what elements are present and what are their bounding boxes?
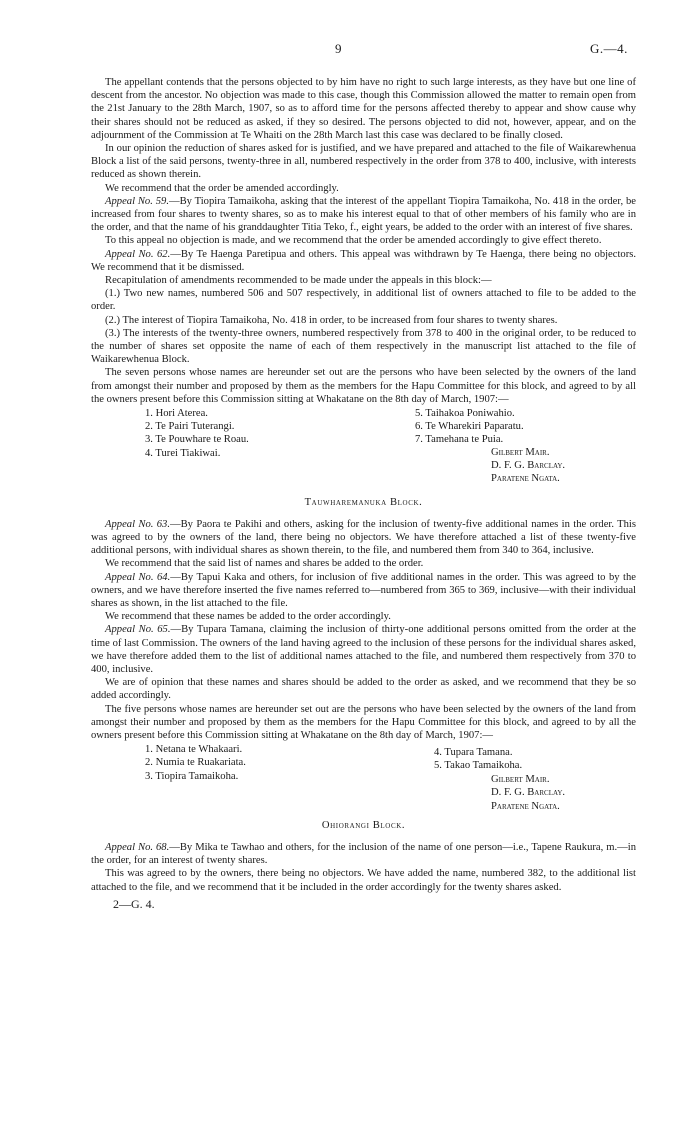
appeal-label: Appeal No. 62.	[105, 248, 171, 260]
committee-names	[91, 743, 636, 783]
committee-names	[91, 407, 636, 460]
committee-member: 5. Taihakoa Poniwahio.	[415, 408, 515, 420]
names-left-column	[145, 407, 249, 460]
printer-signature-mark: 2—G. 4.	[113, 896, 155, 911]
document-body	[91, 76, 636, 911]
paragraph: To this appeal no objection is made, and we recommend that the order be amended accordingly to give effect thereto.	[105, 235, 602, 247]
paragraph: The appellant contends that the persons objected to by him have no right to such large interests, as they have but one line of descent from the ancestor. No objection was made to this case, though this Commission allowed the matter to remain open from the 21st January to the 28th March, 1907, so as to afford time for the persons affected thereby to appear and show cause why their shares should not be reduced as asked, if they so desired. The persons objected to did not, however, appear, and on the adjournment of the Commission at Te Whaiti on the 28th March last this case was declared to be finally closed.	[91, 77, 636, 141]
section-heading: Tauwharemanuka Block.	[304, 496, 423, 508]
signatory: D. F. G. Barclay.	[491, 787, 566, 799]
paragraph: (3.) The interests of the twenty-three owners, numbered respectively from 378 to 400 in the original order, to be reduced to the number of shares set opposite the name of each of them respectively in the manuscript list attached to the file of Waikarewhenua Block.	[91, 327, 636, 366]
paragraph: In our opinion the reduction of shares asked for is justified, and we have prepared and attached to the file of Waikarewhenua Block a list of the said persons, twenty-three in all, numbered respectively in the order from 378 to 400, inclusive, with interests reduced as shown therein.	[91, 143, 636, 181]
appeal-label: Appeal No. 63.	[105, 518, 170, 530]
appeal-paragraph: Appeal No. 59.—By Tiopira Tamaikoha, asking that the interest of the appellant Tiopira Tamaikoha, No. 418 in the order, be increased from four shares to twenty shares, so as to make his interest equal to that of other members of his family who are in the order, and that the name of his granddaughter Titia Teko, f., eight years, be added to the order with an interest of five shares.	[91, 195, 636, 234]
committee-member: 1. Netana te Whakaari.	[145, 744, 243, 756]
committee-member: 3. Te Pouwhare te Roau.	[145, 434, 249, 446]
appeal-label: Appeal No. 59.	[105, 195, 169, 207]
document-reference: G.—4.	[590, 41, 628, 56]
committee-member: 6. Te Wharekiri Paparatu.	[415, 421, 524, 433]
committee-member: 2. Te Pairi Tuterangi.	[145, 421, 235, 433]
signatory: Gilbert Mair.	[491, 774, 550, 786]
appeal-label: Appeal No. 65.	[105, 624, 171, 636]
committee-member: 5. Takao Tamaikoha.	[434, 760, 523, 772]
names-right-column	[434, 746, 522, 772]
signatory: D. F. G. Barclay.	[491, 460, 566, 472]
appeal-paragraph: Appeal No. 64.—By Tapui Kaka and others, for inclusion of five additional names in the order. This was agreed to by the owners, and we have therefore inserted the five names referred to—numbered from 365 to 369, inclusive—with their individual shares as shown, in the list attached to the file.	[91, 571, 636, 610]
paragraph: (1.) Two new names, numbered 506 and 507 respectively, in additional list of owners attached to file to be added to the order.	[91, 288, 636, 313]
committee-member: 4. Tupara Tamana.	[434, 747, 513, 759]
paragraph: We are of opinion that these names and shares should be added to the order as asked, and we recommend that they be so added accordingly.	[91, 677, 636, 702]
paragraph: This was agreed to by the owners, there being no objectors. We have added the name, numbered 382, to the additional list attached to the file, and we recommend that it be included in the order accordingly for the twenty shares asked.	[91, 868, 636, 893]
paragraph: (2.) The interest of Tiopira Tamaikoha, No. 418 in order, to be increased from four shares to twenty shares.	[105, 314, 558, 326]
appeal-paragraph: Appeal No. 63.—By Paora te Pakihi and others, asking for the inclusion of twenty-five additional names in the order. This was agreed to by the owners of the land, there being no objectors. We have therefore attached a list of these twenty-five additional persons, with individual shares as shown therein, to the file, and numbered them from 340 to 364, inclusive.	[91, 518, 636, 557]
paragraph: Recapitulation of amendments recommended to be made under the appeals in this block:—	[105, 275, 492, 287]
committee-member: 2. Numia te Ruakariata.	[145, 757, 246, 769]
paragraph: We recommend that these names be added to the order accordingly.	[105, 611, 391, 623]
appeal-label: Appeal No. 64.	[105, 571, 171, 583]
names-left-column	[145, 743, 246, 783]
signatory: Paratene Ngata.	[491, 800, 560, 812]
committee-member: 1. Hori Aterea.	[145, 408, 208, 420]
committee-member: 3. Tiopira Tamaikoha.	[145, 770, 239, 782]
signatory: Gilbert Mair.	[491, 447, 550, 459]
appeal-label: Appeal No. 68.	[105, 842, 170, 854]
paragraph: The seven persons whose names are hereunder set out are the persons who have been selected by the owners of the land from amongst their number and proposed by them as the members for the Hapu Committee for this block, and agreed to by all the owners present before this Commission sitting at Whakatane on the 8th day of March, 1907:—	[91, 367, 636, 405]
section-heading: Ohiorangi Block.	[321, 819, 406, 831]
paragraph: We recommend that the order be amended accordingly.	[105, 182, 339, 194]
appeal-paragraph: Appeal No. 62.—By Te Haenga Paretipua and others. This appeal was withdrawn by Te Haenga, there being no objectors. We recommend that it be dismissed.	[91, 248, 637, 273]
paragraph: The five persons whose names are hereunder set out are the persons who have been selected by the owners of the land from amongst their number and proposed by them as the members for the Hapu Committee for this block, and agreed to by all the owners present before this Commission sitting at Whakatane on the 8th day of March, 1907:—	[91, 703, 636, 742]
signatory: Paratene Ngata.	[491, 473, 560, 485]
page-number: 9	[335, 41, 342, 56]
paragraph: We recommend that the said list of names and shares be added to the order.	[105, 558, 424, 570]
committee-member: 4. Turei Tiakiwai.	[145, 447, 221, 459]
appeal-paragraph: Appeal No. 68.—By Mika te Tawhao and others, for the inclusion of the name of one person—i.e., Tapene Raukura, m.—in the order, for an interest of twenty shares.	[91, 842, 636, 867]
appeal-paragraph: Appeal No. 65.—By Tupara Tamana, claiming the inclusion of thirty-one additional persons omitted from the order at the time of last Commission. The owners of the land having agreed to the inclusion of these persons for the individual shares asked, we have therefore added them to the list of additional names attached to the file, and numbered them respectively from 370 to 400, inclusive.	[91, 624, 636, 676]
names-right-column	[415, 407, 524, 447]
committee-member: 7. Tamehana te Puia.	[415, 434, 504, 446]
